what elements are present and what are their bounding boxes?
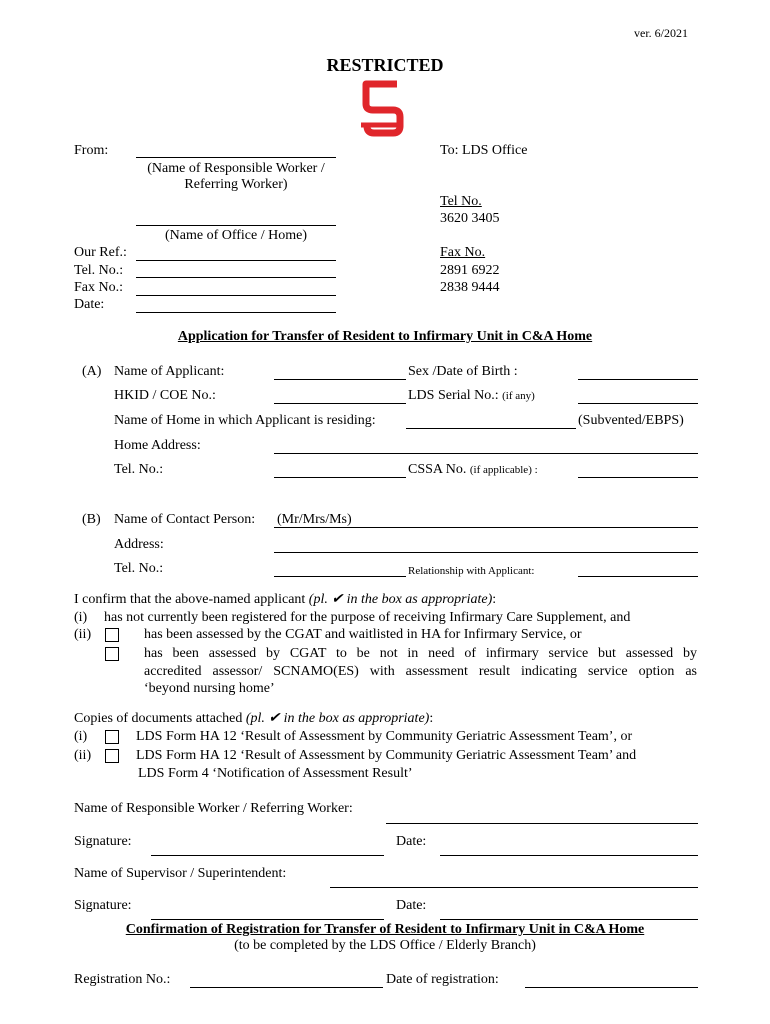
ha12-only-checkbox[interactable] xyxy=(105,730,119,744)
sd-logo-icon xyxy=(357,80,409,138)
to-fax-label: Fax No. xyxy=(440,245,486,260)
section-b-address-label: Address: xyxy=(114,537,164,552)
sex-dob-field[interactable] xyxy=(578,379,698,380)
contact-person-field[interactable] xyxy=(274,527,698,528)
tel-line[interactable] xyxy=(136,277,336,278)
restricted-heading: RESTRICTED xyxy=(326,55,444,75)
cssa-field[interactable] xyxy=(578,477,698,478)
supervisor-name-field[interactable] xyxy=(330,887,698,888)
home-address-field[interactable] xyxy=(274,453,698,454)
version-label: ver. 6/2021 xyxy=(634,26,688,40)
home-name-field[interactable] xyxy=(406,428,576,429)
section-b-tel-field[interactable] xyxy=(274,576,406,577)
supervisor-date-label: Date: xyxy=(396,898,427,913)
registration-no-field[interactable] xyxy=(190,987,383,988)
section-b-address-field[interactable] xyxy=(274,552,698,553)
beyond-nursing-checkbox[interactable] xyxy=(105,647,119,661)
lds-serial-field[interactable] xyxy=(578,403,698,404)
confirm-ii-b-line3: ‘beyond nursing home’ xyxy=(144,681,275,696)
supervisor-signature-label: Signature: xyxy=(74,898,132,913)
to-label: To: LDS Office xyxy=(440,143,528,158)
copies-i-marker: (i) xyxy=(74,729,88,744)
worker-name-label: Name of Responsible Worker / Referring Worker: xyxy=(74,801,353,816)
tel-label: Tel. No.: xyxy=(74,263,124,278)
worker-signature-field[interactable] xyxy=(151,855,384,856)
section-b-tel-label: Tel. No.: xyxy=(114,561,164,576)
relationship-label: Relationship with Applicant: xyxy=(408,565,535,577)
office-caption: (Name of Office / Home) xyxy=(164,228,308,243)
confirm-ii-marker: (ii) xyxy=(74,627,92,642)
ha12-and-form4-checkbox[interactable] xyxy=(105,749,119,763)
home-address-label: Home Address: xyxy=(114,438,201,453)
office-name-line[interactable] xyxy=(136,225,336,226)
to-tel-label: Tel No. xyxy=(440,194,482,209)
lds-serial-label: LDS Serial No.: (if any) xyxy=(408,388,535,403)
signoff-date-label: Date: xyxy=(396,834,427,849)
copies-ii-text-1: LDS Form HA 12 ‘Result of Assessment by Community Geriatric Assessment Team’ and xyxy=(136,748,637,763)
section-a-marker: (A) xyxy=(82,364,102,379)
date-line[interactable] xyxy=(136,312,336,313)
contact-person-label: Name of Contact Person: xyxy=(114,512,256,527)
contact-title-options: (Mr/Mrs/Ms) xyxy=(277,512,352,527)
our-ref-line[interactable] xyxy=(136,260,336,261)
date-label: Date: xyxy=(74,297,105,312)
supervisor-name-label: Name of Supervisor / Superintendent: xyxy=(74,866,287,881)
supervisor-date-field[interactable] xyxy=(440,919,698,920)
fax-line[interactable] xyxy=(136,295,336,296)
copies-i-text: LDS Form HA 12 ‘Result of Assessment by Community Geriatric Assessment Team’, or xyxy=(136,729,633,744)
confirm-i-marker: (i) xyxy=(74,610,88,625)
cssa-label: CSSA No. (if applicable) : xyxy=(408,462,538,477)
registration-date-field[interactable] xyxy=(525,987,698,988)
hkid-field[interactable] xyxy=(274,403,406,404)
registration-no-label: Registration No.: xyxy=(74,972,171,987)
cgat-waitlisted-checkbox[interactable] xyxy=(105,628,119,642)
worker-caption-2: Referring Worker) xyxy=(184,177,288,192)
copies-intro: Copies of documents attached (pl. ✔ in the box as appropriate): xyxy=(74,711,434,726)
hkid-label: HKID / COE No.: xyxy=(114,388,216,403)
subvented-label: (Subvented/EBPS) xyxy=(578,413,684,428)
copies-ii-marker: (ii) xyxy=(74,748,92,763)
applicant-name-label: Name of Applicant: xyxy=(114,364,225,379)
our-ref-label: Our Ref.: xyxy=(74,245,127,260)
confirm-ii-b-line1: has been assessed by CGAT to be not in need of infirmary service but assessed by xyxy=(144,646,697,661)
confirmation-subtitle: (to be completed by the LDS Office / Elderly Branch) xyxy=(234,938,536,953)
from-label: From: xyxy=(74,143,109,158)
fax-label: Fax No.: xyxy=(74,280,123,295)
section-b-marker: (B) xyxy=(82,512,101,527)
confirm-i-text: has not currently been registered for the purpose of receiving Infirmary Care Supplement, and xyxy=(104,610,631,625)
to-tel-value: 3620 3405 xyxy=(440,211,500,226)
confirmation-title: Confirmation of Registration for Transfer of Resident to Infirmary Unit in C&A Home xyxy=(125,922,645,937)
home-name-label: Name of Home in which Applicant is residing: xyxy=(114,413,376,428)
registration-date-label: Date of registration: xyxy=(386,972,499,987)
confirm-ii-b-line2: accredited assessor/ SCNAMO(ES) with assessment result indicating service option as xyxy=(144,664,697,679)
applicant-name-field[interactable] xyxy=(274,379,406,380)
confirm-intro: I confirm that the above-named applicant (pl. ✔ in the box as appropriate): xyxy=(74,592,497,607)
worker-date-field[interactable] xyxy=(440,855,698,856)
to-fax-value-1: 2891 6922 xyxy=(440,263,500,278)
copies-ii-text-2: LDS Form 4 ‘Notification of Assessment Result’ xyxy=(138,766,413,781)
signature-label: Signature: xyxy=(74,834,132,849)
section-a-tel-field[interactable] xyxy=(274,477,406,478)
worker-name-line[interactable] xyxy=(136,157,336,158)
worker-caption: (Name of Responsible Worker / xyxy=(147,161,325,176)
confirm-ii-a-text: has been assessed by the CGAT and waitlisted in HA for Infirmary Service, or xyxy=(144,627,582,642)
relationship-field[interactable] xyxy=(578,576,698,577)
worker-name-field[interactable] xyxy=(386,823,698,824)
section-a-tel-label: Tel. No.: xyxy=(114,462,164,477)
form-title: Application for Transfer of Resident to Infirmary Unit in C&A Home xyxy=(177,329,593,344)
supervisor-signature-field[interactable] xyxy=(151,919,384,920)
sex-dob-label: Sex /Date of Birth : xyxy=(408,364,518,379)
to-fax-value-2: 2838 9444 xyxy=(440,280,500,295)
